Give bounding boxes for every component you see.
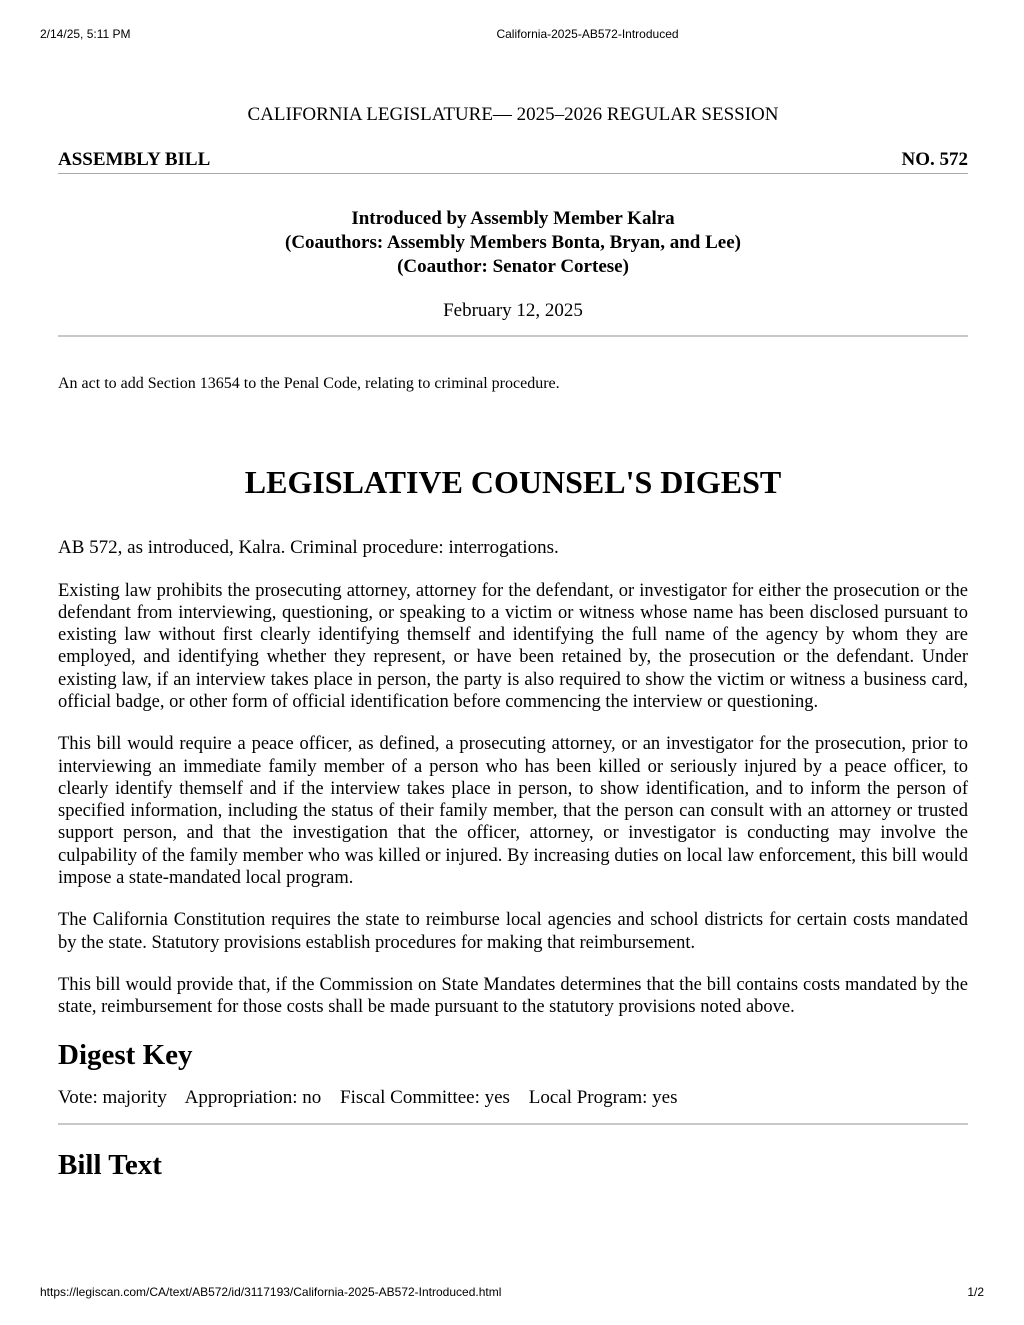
digest-title: LEGISLATIVE COUNSEL'S DIGEST bbox=[244, 464, 782, 500]
introduction-date: February 12, 2025 bbox=[58, 300, 968, 337]
coauthors-assembly: (Coauthors: Assembly Members Bonta, Bryan, and Lee) bbox=[285, 232, 741, 253]
bill-text-heading: Bill Text bbox=[58, 1149, 162, 1182]
page-number: 1/2 bbox=[967, 1285, 984, 1299]
authors-block bbox=[58, 207, 968, 279]
print-footer bbox=[0, 1285, 1024, 1301]
digest-key-heading: Digest Key bbox=[58, 1038, 193, 1071]
digest-paragraph: The California Constitution requires the state to reimburse local agencies and school districts for certain costs mandated by the state. Statutory provisions establish procedures for making that reimbursement. bbox=[58, 910, 968, 953]
digest-key-row bbox=[58, 1087, 968, 1126]
digest-key-vote: Vote: majority bbox=[58, 1086, 167, 1108]
coauthor-senate: (Coauthor: Senator Cortese) bbox=[397, 256, 629, 277]
digest-key-fiscal-committee: Fiscal Committee: yes bbox=[340, 1086, 510, 1108]
act-summary: An act to add Section 13654 to the Penal Code, relating to criminal procedure. bbox=[58, 374, 560, 392]
digest-key-appropriation: Appropriation: no bbox=[184, 1086, 322, 1108]
introduced-by: Introduced by Assembly Member Kalra bbox=[351, 208, 675, 229]
bill-number: NO. 572 bbox=[901, 148, 968, 170]
digest-paragraph: Existing law prohibits the prosecuting attorney, attorney for the defendant, or investigator for either the prosecution or the defendant from interviewing, questioning, or speaking to a victim or witness whose name has been disclosed pursuant to existing law without first clearly identifying themself and identifying the full name of the agency by whom they are employed, and identifying whether they represent, or have been retained by, the prosecution or the defendant. Under existing law, if an interview takes place in person, the party is also required to show the victim or witness a business card, official badge, or other form of official identification before commencing the interview or questioning. bbox=[58, 580, 968, 712]
bill-type: ASSEMBLY BILL bbox=[58, 148, 211, 170]
session-heading: CALIFORNIA LEGISLATURE— 2025–2026 REGULAR SESSION bbox=[247, 104, 779, 125]
digest-subject: AB 572, as introduced, Kalra. Criminal procedure: interrogations. bbox=[58, 537, 559, 558]
bill-document bbox=[58, 100, 968, 1183]
bill-identifier-row bbox=[58, 149, 968, 175]
digest-paragraph: This bill would require a peace officer, as defined, a prosecuting attorney, or an investigator for the prosecution, prior to interviewing an immediate family member of a person who has been killed or seriously injured by a peace officer, to clearly identify themself and if the interview takes place in person, to show identification, and to inform the person of specified information, including the status of their family member, that the person can consult with an attorney or trusted support person, and that the investigation that the officer, attorney, or investigator is conducting may involve the culpability of the family member who was killed or injured. By increasing duties on local law enforcement, this bill would impose a state-mandated local program. bbox=[58, 734, 968, 889]
digest-paragraph: This bill would provide that, if the Commission on State Mandates determines that the bill contains costs mandated by the state, reimbursement for those costs shall be made pursuant to the statutory provisions noted above. bbox=[58, 974, 968, 1018]
digest-key-local-program: Local Program: yes bbox=[528, 1086, 678, 1108]
page-url: https://legiscan.com/CA/text/AB572/id/3117193/California-2025-AB572-Introduced.html bbox=[40, 1285, 502, 1299]
print-datetime: 2/14/25, 5:11 PM bbox=[40, 27, 131, 41]
print-header bbox=[0, 27, 1024, 43]
print-title: California-2025-AB572-Introduced bbox=[496, 27, 679, 41]
